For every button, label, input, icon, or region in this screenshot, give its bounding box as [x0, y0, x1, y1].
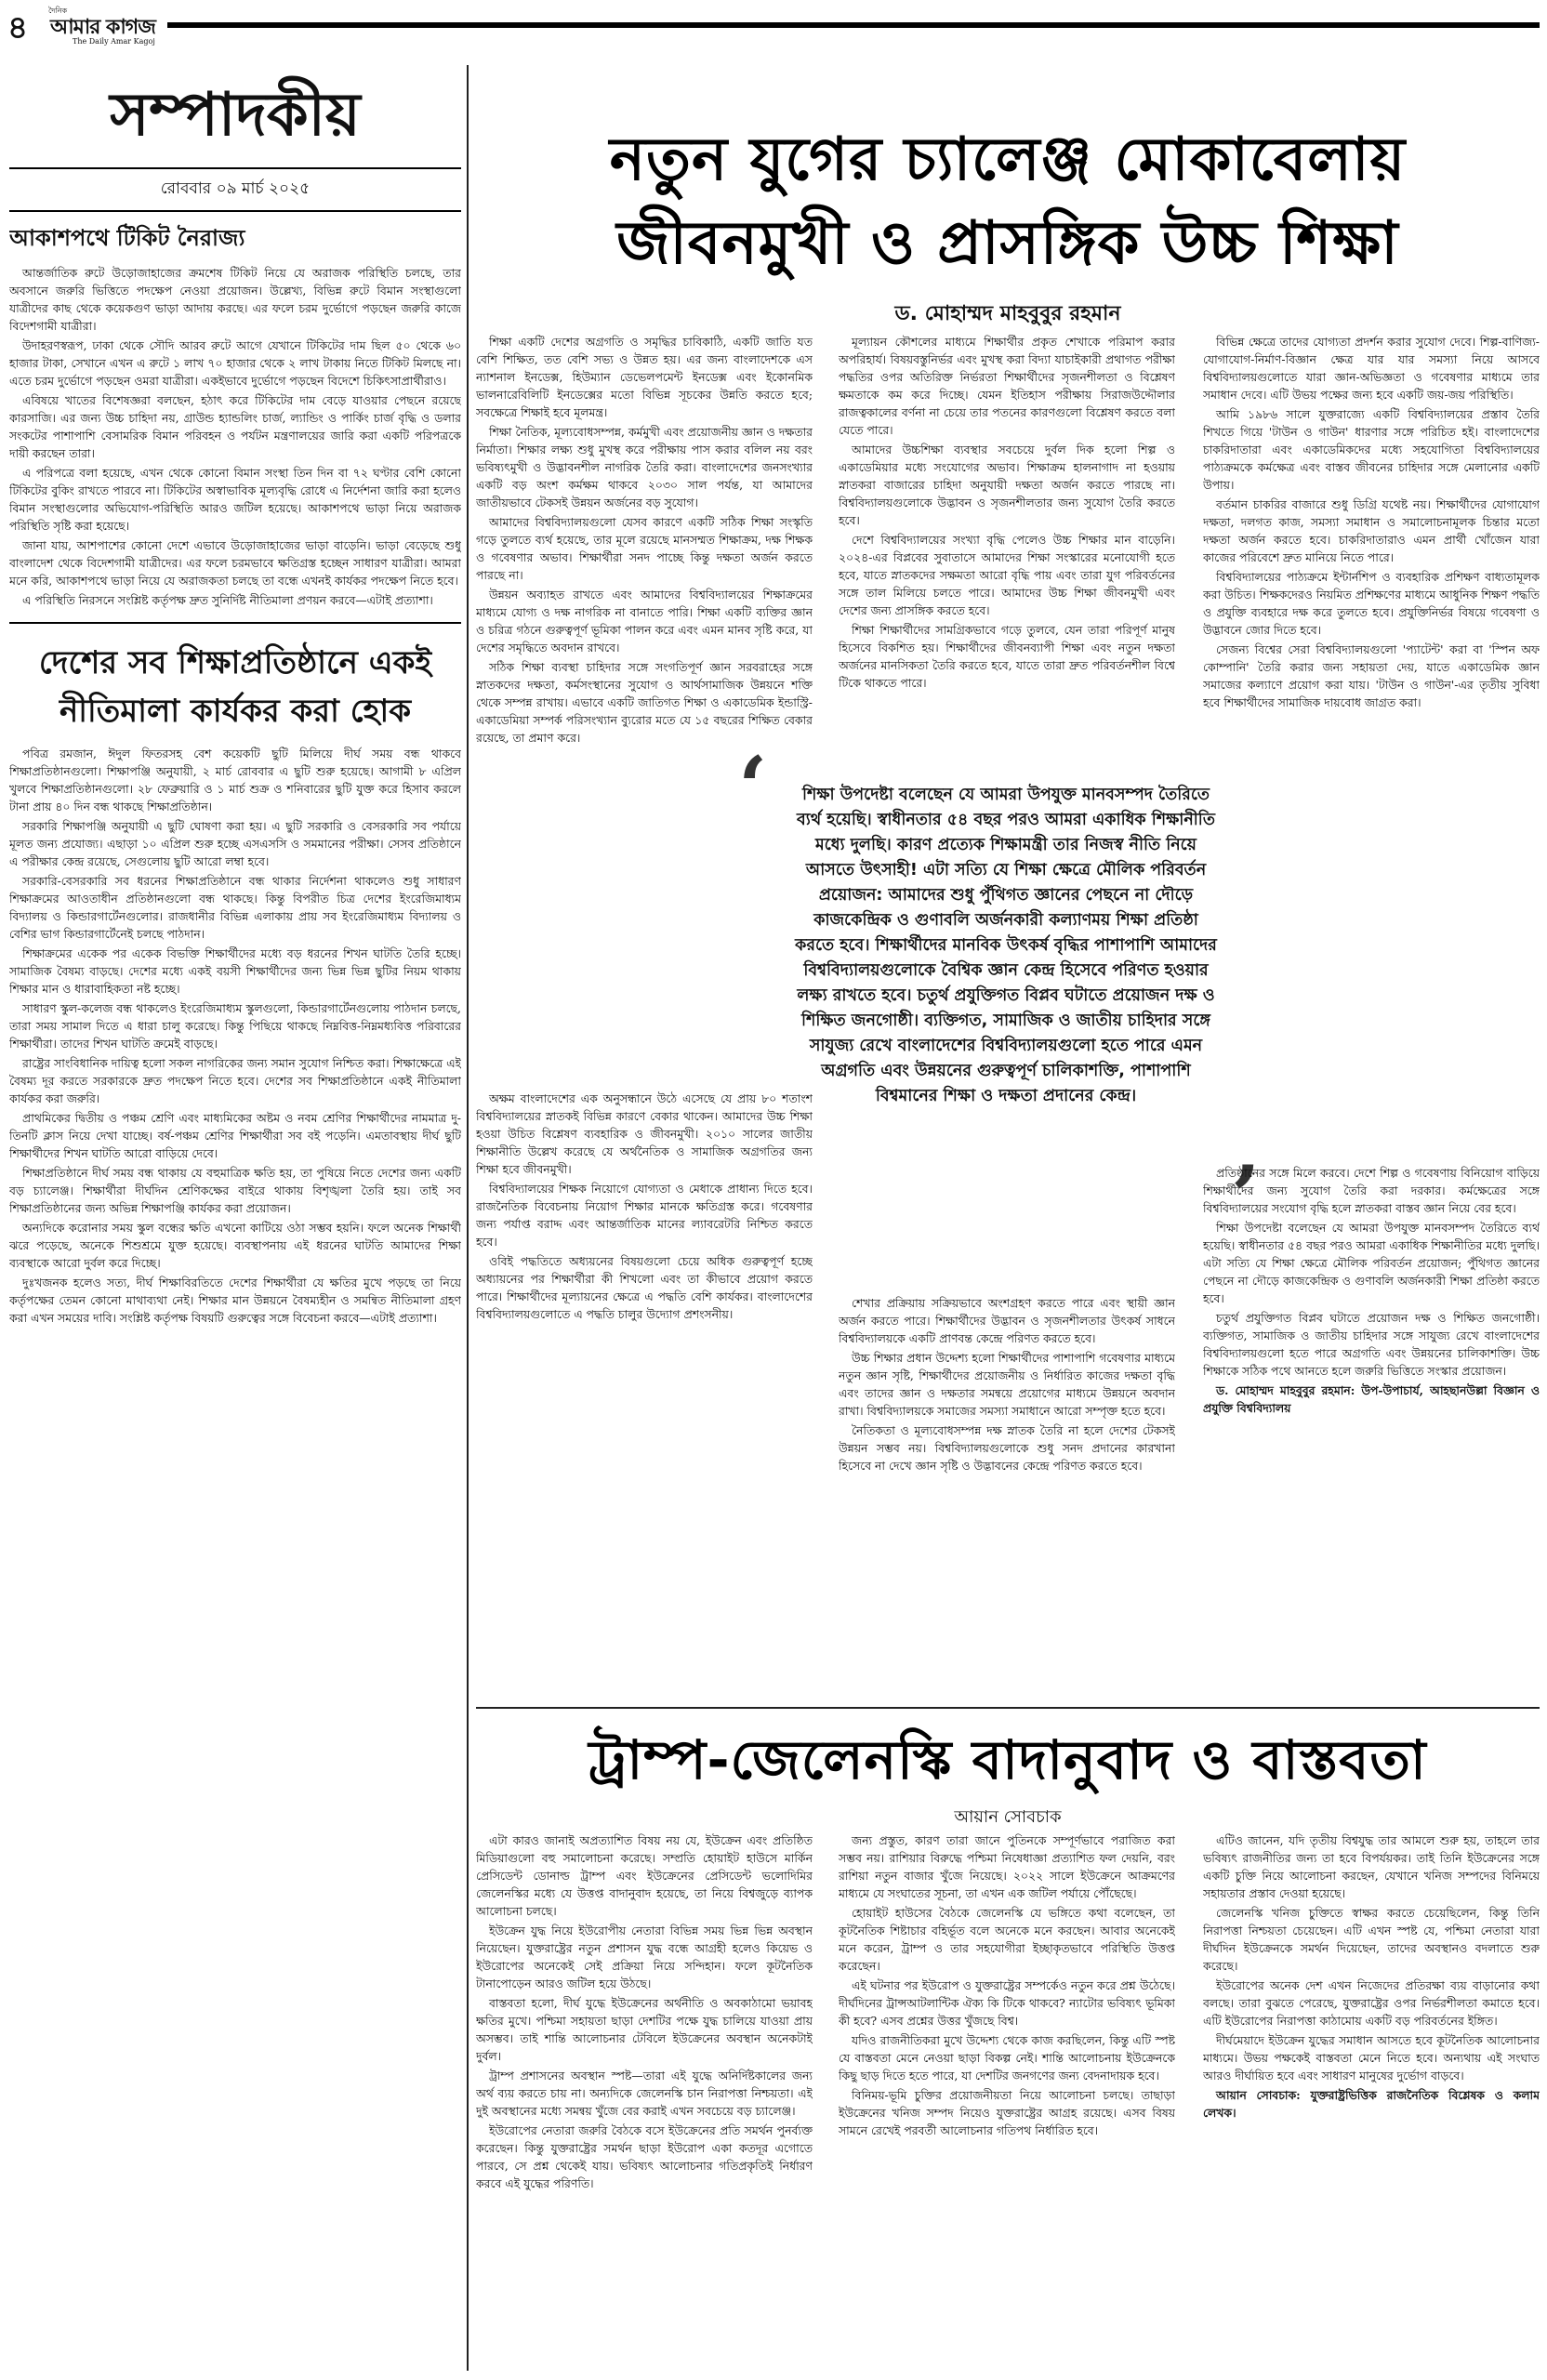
article-2-paragraph: বিনিময়-ভূমি চুক্তির প্রয়োজনীয়তা নিয়ে আলোচনা চলছে। তাছাড়া ইউক্রেনের খনিজ সম্পদ নিয়েও যুক্তরাষ্ট্রের আগ্রহ রয়েছে। এসব বিষয় সামনে রেখেই পরবর্তী আলোচনার গতিপথ নির্ধারিত হবে। — [839, 2088, 1175, 2137]
article-2-headline: ট্রাম্প-জেলেনস্কি বাদানুবাদ ও বাস্তবতা — [588, 1728, 1427, 1792]
article-2-paragraph: ইউরোপের নেতারা জরুরি বৈঠকে বসে ইউক্রেনের প্রতি সমর্থন পুনর্ব্যক্ত করেছেন। কিন্তু যুক্তরাষ্ট্রের সমর্থন ছাড়া ইউরোপ একা কতদূর এগোতে পারবে, সে প্রশ্ন থেকেই যায়। ভবিষ্যৎ আলোচনার গতিপ্রকৃতিই নির্ধারণ করবে এই যুদ্ধের পরিণতি। — [476, 2123, 813, 2190]
editorial-section-title: সম্পাদকীয় — [110, 80, 361, 150]
article-1-paragraph: বিশ্ববিদ্যালয়ের শিক্ষক নিয়োগে যোগ্যতা ও মেধাকে প্রাধান্য দিতে হবে। রাজনৈতিক বিবেচনায় নিয়োগ শিক্ষার মানকে ক্ষতিগ্রস্ত করে। গবেষণার জন্য পর্যাপ্ত বরাদ্দ এবং আন্তর্জাতিক মানের ল্যাবরেটরি নিশ্চিত করতে হবে। — [476, 1182, 813, 1249]
paper-prefix: দৈনিক — [48, 7, 68, 15]
article-1-paragraph: বিশ্ববিদ্যালয়ের পাঠ্যক্রমে ইন্টার্নশিপ ও ব্যবহারিক প্রশিক্ষণ বাধ্যতামূলক করা উচিত। শিক্ষকদেরও নিয়মিত প্রশিক্ষণের মাধ্যমে আধুনিক শিক্ষণ পদ্ধতি ও প্রযুক্তি ব্যবহারে দক্ষ করে তুলতে হবে। প্রযুক্তিনির্ভর বিষয়ে গবেষণা ও উদ্ভাবনে জোর দিতে হবে। — [1203, 570, 1540, 637]
editorial-2-paragraph: রাষ্ট্রের সাংবিধানিক দায়িত্ব হলো সকল নাগরিকের জন্য সমান সুযোগ নিশ্চিত করা। শিক্ষাক্ষেত্রে এই বৈষম্য দূর করতে সরকারকে দ্রুত পদক্ষেপ নিতে হবে। দেশের সব শিক্ষাপ্রতিষ্ঠানে একই নীতিমালা কার্যকর করা জরুরি। — [9, 1056, 461, 1105]
article-1-column-1-continued — [476, 1090, 813, 1694]
article-1-paragraph: শিক্ষা একটি দেশের অগ্রগতি ও সমৃদ্ধির চাবিকাঠি, একটি জাতি যত বেশি শিক্ষিত, তত বেশি সভ্য ও উন্নত হয়। এর জন্য বাংলাদেশকে এস ন্যাশনাল ইনডেক্স, হিউম্যান ডেভেলপমেন্ট ইনডেক্স এবং ইকোনমিক ভালনারেবিলিটি ইনডেক্সের মতো বিভিন্ন সূচকের উন্নতি করতে হবে; সবক্ষেত্রে শিক্ষাই হবে মূলমন্ত্র। — [476, 335, 813, 419]
article-1-paragraph: সঠিক শিক্ষা ব্যবস্থা চাহিদার সঙ্গে সংগতিপূর্ণ জ্ঞান সরবরাহের সঙ্গে স্নাতকদের দক্ষতা, কর্মসংস্থানের সুযোগ ও আর্থসামাজিক উন্নয়নে শক্তি থেকে সম্পন্ন রাখায়। এভাবে একটি জাতিগত শিক্ষা ও একাডেমিক ইন্ডাস্ট্রি-একাডেমিয়া সম্পর্ক পরিসংখ্যান ব্যুরোর মতে যে ১৫ বছরের শিক্ষিত বেকার রয়েছে, তা প্রমাণ করে। — [476, 660, 813, 745]
article-1-paragraph: ড. মোহাম্মদ মাহবুবুর রহমান: উপ-উপাচার্য, আহছানউল্লা বিজ্ঞান ও প্রযুক্তি বিশ্ববিদ্যালয় — [1203, 1383, 1540, 1415]
editorial-1-body — [9, 264, 461, 609]
article-1-paragraph: বিভিন্ন ক্ষেত্রে তাদের যোগ্যতা প্রদর্শন করার সুযোগ দেবে। শিল্প-বাণিজ্য-যোগাযোগ-নির্মাণ-বিজ্ঞান ক্ষেত্র যার যার সমস্যা নিয়ে আসবে বিশ্ববিদ্যালয়গুলোতে যারা জ্ঞান-অভিজ্ঞতা ও গবেষণার মাধ্যমে তার সমাধান দেবে। এটি উভয় পক্ষের জন্য হবে একটি জয়-জয় পরিস্থিতি। — [1203, 335, 1540, 402]
article-1-paragraph: সেজন্য বিশ্বের সেরা বিশ্ববিদ্যালয়গুলো 'প্যাটেন্ট' করা বা 'স্পিন অফ কোম্পানি' তৈরি করার জন্য সহায়তা দেয়, যাতে একাডেমিক জ্ঞান সমাজের কল্যাণে প্রয়োগ করা যায়। 'টাউন ও গাউন'-এর তৃতীয় সুবিধা হবে শিক্ষার্থীদের সামাজিক দায়বোধ জাগ্রত করা। — [1203, 642, 1540, 709]
article-2-paragraph: হোয়াইট হাউসের বৈঠকে জেলেনস্কি যে ভঙ্গিতে কথা বলেছেন, তা কূটনৈতিক শিষ্টাচার বহির্ভূত বলে অনেকে মনে করছেন। আবার অনেকেই মনে করেন, ট্রাম্প ও তার সহযোগীরা ইচ্ছাকৃতভাবে পরিস্থিতি উত্তপ্ত করেছেন। — [839, 1906, 1175, 1973]
editorial-1-paragraph: উদাহরণস্বরূপ, ঢাকা থেকে সৌদি আরব রুটে আগে যেখানে টিকিটের দাম ছিল ৫০ থেকে ৬০ হাজার টাকা, সেখানে এখন এ রুটে ১ লাখ ৭০ হাজার থেকে ২ লাখ টাকায় নিতে টিকিট মিলছে না। এতে চরম দুর্ভোগে পড়ছেন ওমরা যাত্রীরা। একইভাবে দুর্ভোগে পড়ছেন বিদেশে চিকিৎসাপ্রার্থীরাও। — [9, 338, 461, 388]
article-1-pull-quote: শিক্ষা উপদেষ্টা বলেছেন যে আমরা উপযুক্ত মানবসম্পদ তৈরিতে ব্যর্থ হয়েছি। স্বাধীনতার ৫৪ বছর পরও আমরা একাধিক শিক্ষানীতি মধ্যে দুলছি। কারণ প্রত্যেক শিক্ষামন্ত্রী তার নিজস্ব নীতি নিয়ে আসতে উৎসাহী! এটা সত্যি যে শিক্ষা ক্ষেত্রে মৌলিক পরিবর্তন প্রয়োজন: আমাদের শুধু পুঁথিগত জ্ঞানের পেছনে না দৌড়ে কাজকেন্দ্রিক ও গুণাবলি অর্জনকারী কল্যাণময় শিক্ষা প্রতিষ্ঠা করতে হবে। শিক্ষার্থীদের মানবিক উৎকর্ষ বৃদ্ধির পাশাপাশি আমাদের বিশ্ববিদ্যালয়গুলোকে বৈশ্বিক জ্ঞান কেন্দ্র হিসেবে পরিণত হওয়ার লক্ষ্য রাখতে হবে। চতুর্থ প্রযুক্তিগত বিপ্লব ঘটাতে প্রয়োজন দক্ষ ও শিক্ষিত জনগোষ্ঠী। ব্যক্তিগত, সামাজিক ও জাতীয় চাহিদার সঙ্গে সাযুজ্য রেখে বাংলাদেশের বিশ্ববিদ্যালয়গুলো হতে পারে এমন অগ্রগতি এবং উন্নয়নের গুরুত্বপূর্ণ চালিকাশক্তি, পাশাপাশি বিশ্বমানের শিক্ষা ও দক্ষতা প্রদানের কেন্দ্র। — [792, 783, 1220, 1109]
article-divider — [476, 1707, 1540, 1709]
masthead — [0, 0, 1547, 56]
article-1-paragraph: চতুর্থ প্রযুক্তিগত বিপ্লব ঘটাতে প্রয়োজন দক্ষ ও শিক্ষিত জনগোষ্ঠী। ব্যক্তিগত, সামাজিক ও জাতীয় চাহিদার সঙ্গে সাযুজ্য রেখে বাংলাদেশের বিশ্ববিদ্যালয়গুলো হতে পারে অগ্রগতি এবং উন্নয়নের চালিকাশক্তি। উচ্চ শিক্ষাকে সঠিক পথে আনতে হলে জরুরি ভিত্তিতে সংস্কার প্রয়োজন। — [1203, 1311, 1540, 1378]
article-1-paragraph: শিক্ষা উপদেষ্টা বলেছেন যে আমরা উপযুক্ত মানবসম্পদ তৈরিতে ব্যর্থ হয়েছি। স্বাধীনতার ৫৪ বছর পরও আমরা একাধিক শিক্ষানীতির মধ্যে দুলছি। এটা সত্যি যে শিক্ষা ক্ষেত্রে মৌলিক পরিবর্তন প্রয়োজন; পুঁথিগত জ্ঞানের পেছনে না দৌড়ে কাজকেন্দ্রিক ও গুণাবলি অর্জনকারী শিক্ষা প্রতিষ্ঠা করতে হবে। — [1203, 1221, 1540, 1305]
article-1-paragraph: আমি ১৯৮৬ সালে যুক্তরাজ্যে একটি বিশ্ববিদ্যালয়ের প্রস্তাব তৈরি শিখতে গিয়ে 'টাউন ও গাউন' ধারণার সঙ্গে পরিচিত হই। বাংলাদেশের চাকরিদাতারা এবং একাডেমিকদের মধ্যে সহযোগিতা বিশ্ববিদ্যালয়ের পাঠ্যক্রমকে কর্মক্ষেত্র এবং বাস্তব জীবনের চাহিদার সঙ্গে মেলানোর একটি উপায়। — [1203, 407, 1540, 492]
article-1-byline: ড. মোহাম্মদ মাহবুবুর রহমান — [894, 302, 1121, 325]
paper-name: আমার কাগজ — [50, 16, 155, 39]
article-1-paragraph: শিক্ষা শিক্ষার্থীদের সামগ্রিকভাবে গড়ে তুলবে, যেন তারা পরিপূর্ণ মানুষ হিসেবে বিকশিত হয়। শিক্ষার্থীদের জীবনব্যাপী শিক্ষা এবং নতুন দক্ষতা অর্জনের মানসিকতা তৈরি করতে হবে, যাতে তারা দ্রুত পরিবর্তনশীল বিশ্বে টিকে থাকতে পারে। — [839, 623, 1175, 690]
article-1-paragraph: নৈতিকতা ও মূল্যবোধসম্পন্ন দক্ষ স্নাতক তৈরি না হলে দেশের টেকসই উন্নয়ন সম্ভব নয়। বিশ্ববিদ্যালয়গুলোকে শুধু সনদ প্রদানের কারখানা হিসেবে না দেখে জ্ঞান সৃষ্টি ও উদ্ভাবনের কেন্দ্রে পরিণত করতে হবে। — [839, 1423, 1175, 1473]
editorial-2-paragraph: দুঃখজনক হলেও সত্য, দীর্ঘ শিক্ষাবিরতিতে দেশের শিক্ষার্থীরা যে ক্ষতির মুখে পড়ছে তা নিয়ে কর্তৃপক্ষের তেমন কোনো মাথাব্যথা নেই। শিক্ষার মান উন্নয়নে বৈষম্যহীন ও সমন্বিত নীতিমালা গ্রহণ করা এখন সময়ের দাবি। সংশ্লিষ্ট কর্তৃপক্ষ বিষয়টি গুরুত্বের সঙ্গে বিবেচনা করবে—এটাই প্রত্যাশা। — [9, 1276, 461, 1325]
article-2-paragraph: বাস্তবতা হলো, দীর্ঘ যুদ্ধে ইউক্রেনের অর্থনীতি ও অবকাঠামো ভয়াবহ ক্ষতির মুখে। পশ্চিমা সহায়তা ছাড়া দেশটির পক্ষে যুদ্ধ চালিয়ে যাওয়া প্রায় অসম্ভব। তাই শান্তি আলোচনার টেবিলে ইউক্রেনের অবস্থান অনেকটাই দুর্বল। — [476, 1996, 813, 2063]
article-2-paragraph: জেলেনস্কি খনিজ চুক্তিতে স্বাক্ষর করতে চেয়েছিলেন, কিন্তু তিনি নিরাপত্তা নিশ্চয়তা চেয়েছেন। এটি এখন স্পষ্ট যে, পশ্চিমা নেতারা যারা দীর্ঘদিন ইউক্রেনকে সমর্থন দিয়েছেন, তাদের অবস্থানও বদলাতে শুরু করেছে। — [1203, 1906, 1540, 1973]
article-1-paragraph: মূল্যায়ন কৌশলের মাধ্যমে শিক্ষার্থীর প্রকৃত শেখাকে পরিমাপ করার অপরিহার্য। বিষয়বস্তুনির্ভর এবং মুখস্থ করা বিদ্যা যাচাইকারী প্রথাগত পরীক্ষা পদ্ধতির ওপর অতিরিক্ত নির্ভরতা শিক্ষার্থীদের সৃজনশীলতা ও বিশ্লেষণ ক্ষমতাকে কম করে দিচ্ছে। যেমন ইতিহাস পরীক্ষায় সিরাজউদ্দৌলার রাজত্বকালের বর্ণনা না চেয়ে তার পতনের কারণগুলো বিশ্লেষণ করতে বলা যেতে পারে। — [839, 335, 1175, 437]
column-divider — [467, 65, 469, 2371]
editorial-2-paragraph: সাধারণ স্কুল-কলেজ বন্ধ থাকলেও ইংরেজিমাধ্যম স্কুলগুলো, কিন্ডারগার্টেনগুলোয় পাঠদান চলছে, তারা সময় সামাল দিতে এ ধারা চালু করেছে। কিন্তু পিছিয়ে থাকছে নিম্নবিত্ত-নিম্নমধ্যবিত্ত পরিবারের শিক্ষার্থীরা। তাদের শিখন ঘাটতি ক্রমেই বাড়ছে। — [9, 1001, 461, 1051]
article-2-paragraph: এটা কারও জানাই অপ্রত্যাশিত বিষয় নয় যে, ইউক্রেন এবং প্রতিষ্ঠিত মিডিয়াগুলো বহু সমালোচনা করেছে। সম্প্রতি হোয়াইট হাউসে মার্কিন প্রেসিডেন্ট ডোনাল্ড ট্রাম্প এবং ইউক্রেনের প্রেসিডেন্ট ভলোদিমির জেলেনস্কির মধ্যে যে উত্তপ্ত বাদানুবাদ হয়েছে, তা নিয়ে বিশ্বজুড়ে ব্যাপক আলোচনা চলছে। — [476, 1833, 813, 1918]
article-1-paragraph: ওবিই পদ্ধতিতে অধ্যয়নের বিষয়গুলো চেয়ে অধিক গুরুত্বপূর্ণ হচ্ছে অধ্যায়নের পর শিক্ষার্থীরা কী শিখলো এবং তা কীভাবে প্রয়োগ করতে পারে। শিক্ষার্থীদের মূল্যায়নের ক্ষেত্রে এ পদ্ধতি বেশি কার্যকর। বাংলাদেশের বিশ্ববিদ্যালয়গুলোতে এ পদ্ধতি চালুর উদ্যোগ প্রশংসনীয়। — [476, 1254, 813, 1321]
article-2-paragraph: এই ঘটনার পর ইউরোপ ও যুক্তরাষ্ট্রের সম্পর্কেও নতুন করে প্রশ্ন উঠেছে। দীর্ঘদিনের ট্রান্সআটলান্টিক ঐক্য কি টিকে থাকবে? ন্যাটোর ভবিষ্যৎ ভূমিকা কী হবে? এসব প্রশ্নের উত্তর খুঁজছে বিশ্ব। — [839, 1978, 1175, 2028]
article-1-headline-line-2: জীবনমুখী ও প্রাসঙ্গিক উচ্চ শিক্ষা — [616, 209, 1399, 278]
editorial-2-headline: দেশের সব শিক্ষাপ্রতিষ্ঠানে একই নীতিমালা কার্যকর করা হোক — [9, 622, 461, 735]
article-2-column-1 — [476, 1831, 813, 2369]
article-2-paragraph: ইউরোপের অনেক দেশ এখন নিজেদের প্রতিরক্ষা ব্যয় বাড়ানোর কথা বলছে। তারা বুঝতে পেরেছে, যুক্তরাষ্ট্রের ওপর নির্ভরশীলতা কমাতে হবে। এটি ইউরোপের নিরাপত্তা কাঠামোয় একটি বড় পরিবর্তনের ইঙ্গিত। — [1203, 1978, 1540, 2028]
quote-close-mark: ’ — [1231, 1147, 1261, 1246]
editorial-2-paragraph: প্রাথমিকের দ্বিতীয় ও পঞ্চম শ্রেণি এবং মাধ্যমিকের অষ্টম ও নবম শ্রেণির শিক্ষার্থীদের নামমাত্র দু-তিনটি ক্লাস নিয়ে দেখা যাচ্ছে। বর্ষ-পঞ্চম শ্রেণির শিক্ষার্থীরা সব বই পড়েনি। এমতাবস্থায় দীর্ঘ ছুটি শিক্ষার্থীদের শিখন ঘাটতি আরো বাড়িয়ে দেবে। — [9, 1111, 461, 1160]
article-1-paragraph: আমাদের বিশ্ববিদ্যালয়গুলো যেসব কারণে একটি সঠিক শিক্ষা সংস্কৃতি গড়ে তুলতে ব্যর্থ হয়েছে, তার মূলে রয়েছে মানসম্মত শিক্ষাক্রম, দক্ষ শিক্ষক ও গবেষণার অভাব। শিক্ষার্থীরা সনদ পাচ্ছে কিন্তু দক্ষতা অর্জন করতে পারছে না। — [476, 515, 813, 582]
article-2-byline: আয়ান সোবচাক — [954, 1807, 1062, 1827]
article-1-column-2 — [839, 333, 1175, 798]
editorial-1-paragraph: এবিষয়ে খাতের বিশেষজ্ঞরা বলছেন, হঠাৎ করে টিকিটের দাম বেড়ে যাওয়ার পেছনে রয়েছে কারসাজি। এর জন্য উচ্চ চাহিদা নয়, গ্রাউন্ড হ্যান্ডলিং চার্জ, ল্যান্ডিং ও পার্কিং চার্জ বৃদ্ধি ও ডলার সংকটের পাশাপাশি বেসামরিক বিমান পরিবহন ও পর্যটন মন্ত্রণালয়ের জারি করা একটি পরিপত্রকে দায়ী করছেন তারা। — [9, 393, 461, 460]
editorial-1-paragraph: আন্তর্জাতিক রুটে উড়োজাহাজের ক্রমশেষ টিকিট নিয়ে যে অরাজক পরিস্থিতি চলছে, তার অবসানে জরুরি ভিত্তিতে পদক্ষেপ নেওয়া প্রয়োজন। উল্লেখ্য, বিভিন্ন রুটে বিমান সংস্থাগুলো যাত্রীদের কাছ থেকে কয়েকগুণ ভাড়া আদায় করছে। এর ফলে চরম দুর্ভোগে পড়ছেন জরুরি কাজে বিদেশগামী যাত্রীরা। — [9, 266, 461, 333]
page-number: ৪ — [7, 9, 29, 46]
article-1-paragraph: উচ্চ শিক্ষার প্রধান উদ্দেশ্য হলো শিক্ষার্থীদের পাশাপাশি গবেষণার মাধ্যমে নতুন জ্ঞান সৃষ্টি, শিক্ষার্থীদের প্রয়োজনীয় ও নির্ধারিত কাজের দক্ষতা বৃদ্ধি এবং তাদের জ্ঞান ও দক্ষতার সমন্বয়ে প্রয়োগের মাধ্যমে উন্নয়নে অবদান রাখা। বিশ্ববিদ্যালয়কে সমাজের সমস্যা সমাধানে আরো সম্পৃক্ত হতে হবে। — [839, 1351, 1175, 1418]
article-1-paragraph: বর্তমান চাকরির বাজারে শুধু ডিগ্রি যথেষ্ট নয়। শিক্ষার্থীদের যোগাযোগ দক্ষতা, দলগত কাজ, সমস্যা সমাধান ও সমালোচনামূলক চিন্তার মতো দক্ষতা অর্জন করতে হবে। চাকরিদাতারাও এমন প্রার্থী খোঁজেন যারা কাজের পরিবেশে দ্রুত মানিয়ে নিতে পারে। — [1203, 497, 1540, 564]
article-1-column-3 — [1203, 333, 1540, 1067]
article-1-column-3-continued — [1203, 1164, 1540, 1694]
article-2-paragraph: যদিও রাজনীতিকরা মুখে উদ্দেশ্য থেকে কাজ করছিলেন, কিন্তু এটি স্পষ্ট যে বাস্তবতা মেনে নেওয়া ছাড়া বিকল্প নেই। শান্তি আলোচনায় ইউক্রেনকে কিছু ছাড় দিতে হতে পারে, যা দেশটির জনগণের জন্য বেদনাদায়ক হবে। — [839, 2033, 1175, 2082]
article-1-column-1 — [476, 333, 813, 1067]
article-1-paragraph: শিক্ষা নৈতিক, মূল্যবোধসম্পন্ন, কর্মমুখী এবং প্রয়োজনীয় জ্ঞান ও দক্ষতার নির্মাতা। শিক্ষার লক্ষ্য শুধু মুখস্থ করে পরীক্ষায় পাস করার বলিল নয় বরং ভবিষ্যৎমুখী ও উদ্ভাবনশীল নাগরিক তৈরি করা। বাংলাদেশের জনসংখ্যার একটি বড় অংশ কর্মক্ষম থাকবে ২০৩০ সাল পর্যন্ত, যা আমাদের জাতীয়ভাবে টেকসই উন্নয়ন অর্জনের বড় সুযোগ। — [476, 425, 813, 509]
editorial-2-paragraph: শিক্ষাক্রমের একেক পর একেক বিভক্তি শিক্ষার্থীদের মধ্যে বড় ধরনের শিখন ঘাটতি তৈরি হচ্ছে। সামাজিক বৈষম্য বাড়ছে। দেশের মধ্যে একই বয়সী শিক্ষার্থীদের জন্য ভিন্ন ভিন্ন ছুটির নিয়ম থাকায় শিক্ষার মান ও ধারাবাহিকতা নষ্ট হচ্ছে। — [9, 946, 461, 996]
article-2-column-2 — [839, 1831, 1175, 2369]
article-1-paragraph: আমাদের উচ্চশিক্ষা ব্যবস্থার সবচেয়ে দুর্বল দিক হলো শিল্প ও একাডেমিয়ার মধ্যে সংযোগের অভাব। শিক্ষাক্রম হালনাগাদ না হওয়ায় স্নাতকরা বাজারের চাহিদা অনুযায়ী দক্ষতা অর্জন করতে পারছে না। বিশ্ববিদ্যালয়গুলোকে উদ্ভাবন ও সৃজনশীলতার জন্য সুযোগ তৈরি করতে হবে। — [839, 443, 1175, 527]
article-1 — [476, 58, 1540, 1701]
article-2-column-3 — [1203, 1831, 1540, 2369]
article-2-paragraph: ট্রাম্প প্রশাসনের অবস্থান স্পষ্ট—তারা এই যুদ্ধে অনির্দিষ্টকালের জন্য অর্থ ব্যয় করতে চায় না। অন্যদিকে জেলেনস্কি চান নিরাপত্তা নিশ্চয়তা। এই দুই অবস্থানের মধ্যে সমন্বয় খুঁজে বের করাই এখন সবচেয়ে বড় চ্যালেঞ্জ। — [476, 2069, 813, 2118]
editorial-1-paragraph: এ পরিপত্রে বলা হয়েছে, এখন থেকে কোনো বিমান সংস্থা তিন দিন বা ৭২ ঘণ্টার বেশি কোনো টিকিটের বুকিং রাখতে পারবে না। টিকিটের অস্বাভাবিক মূল্যবৃদ্ধি রোধে এ নির্দেশনা জারি করা হলেও বিমান সংস্থাগুলোর অভিযোগ-পরিস্থিতি আরও জটিল হয়েছে। আকাশপথে ভাড়া নিয়ে অরাজক পরিস্থিতি সৃষ্টি করা হয়েছে। — [9, 466, 461, 533]
editorial-1-headline: আকাশপথে টিকিট নৈরাজ্য — [9, 225, 245, 251]
article-2-paragraph: ইউক্রেন যুদ্ধ নিয়ে ইউরোপীয় নেতারা বিভিন্ন সময় ভিন্ন ভিন্ন অবস্থান নিয়েছেন। যুক্তরাষ্ট্রের নতুন প্রশাসন যুদ্ধ বন্ধে আগ্রহী হলেও কিয়েভ ও ইউরোপের অনেকেই সেই প্রক্রিয়া নিয়ে সন্দিহান। ফলে কূটনৈতিক টানাপোড়েন আরও জটিল হয়ে উঠছে। — [476, 1924, 813, 1990]
editorial-1-paragraph: এ পরিস্থিতি নিরসনে সংশ্লিষ্ট কর্তৃপক্ষ দ্রুত সুনির্দিষ্ট নীতিমালা প্রণয়ন করবে—এটাই প্রত্যাশা। — [22, 593, 433, 607]
editorial-2-paragraph: সরকারি-বেসরকারি সব ধরনের শিক্ষাপ্রতিষ্ঠানে বন্ধ থাকার নির্দেশনা থাকলেও শুধু সাধারণ শিক্ষাক্রমের আওতাধীন প্রতিষ্ঠানগুলো বন্ধ থাকছে। কিন্তু বিপরীত চিত্র দেশের ইংরেজিমাধ্যম বিদ্যালয় ও কিন্ডারগার্টেনগুলোর। রাজধানীর বিভিন্ন এলাকায় প্রায় সব ইংরেজিমাধ্যম বিদ্যালয় ও বেশির ভাগ কিন্ডারগার্টেনেই চলছে পাঠদান। — [9, 874, 461, 941]
editorial-2-paragraph: অন্যদিকে করোনার সময় স্কুল বন্ধের ক্ষতি এখনো কাটিয়ে ওঠা সম্ভব হয়নি। ফলে অনেক শিক্ষার্থী ঝরে পড়েছে, অনেকে শিশুশ্রমে যুক্ত হয়েছে। ব্যবস্থাপনায় এই ধরনের ঘাটতি আমাদের শিক্ষা ব্যবস্থাকে আরো দুর্বল করে দিচ্ছে। — [9, 1221, 461, 1270]
article-1-paragraph: দেশে বিশ্ববিদ্যালয়ের সংখ্যা বৃদ্ধি পেলেও উচ্চ শিক্ষার মান বাড়েনি। ২০২৪-এর বিপ্লবের সুবাতাসে আমাদের শিক্ষা সংস্কারের মনোযোগী হতে হবে, যাতে স্নাতকদের সক্ষমতা আরো বৃদ্ধি পায় এবং তারা যুগ পরিবর্তনের সঙ্গে তাল মিলিয়ে চলতে পারে। আমাদের উচ্চ শিক্ষা জীবনমুখী এবং দেশের জন্য প্রাসঙ্গিক করতে হবে। — [839, 533, 1175, 617]
article-2-paragraph: এটিও জানেন, যদি তৃতীয় বিশ্বযুদ্ধ তার আমলে শুরু হয়, তাহলে তার ভবিষ্যৎ রাজনীতির জন্য তা হবে বিপর্যয়কর। তাই তিনি ইউক্রেনের সঙ্গে একটি চুক্তি নিয়ে আলোচনা করছেন, যেখানে খনিজ সম্পদের বিনিময়ে সহায়তার প্রস্তাব দেওয়া হয়েছে। — [1203, 1833, 1540, 1900]
editorial-column — [9, 58, 461, 2373]
editorial-2-paragraph: সরকারি শিক্ষাপঞ্জি অনুযায়ী এ ছুটি ঘোষণা করা হয়। এ ছুটি সরকারি ও বেসরকারি সব পর্যায়ে মূলত জন্য প্রযোজ্য। এছাড়া ১০ এপ্রিল শুরু হচ্ছে এসএসসি ও সমমানের পরীক্ষা। সেসব প্রতিষ্ঠানে এ পরীক্ষার কেন্দ্র রয়েছে, সেগুলোয় ছুটি আরো লম্বা হবে। — [9, 819, 461, 868]
article-1-paragraph: উন্নয়ন অব্যাহত রাখতে এবং আমাদের বিশ্ববিদ্যালয়ের শিক্ষাক্রমের মাধ্যমে যোগ্য ও দক্ষ নাগরিক না বানাতে পারি। শিক্ষা একটি ব্যক্তির জ্ঞান ও চরিত্র গঠনে গুরুত্বপূর্ণ ভূমিকা পালন করে এবং এমন মানব সৃষ্টি করে, যা দেশের সমৃদ্ধিতে অবদান রাখবে। — [476, 588, 813, 654]
article-2-paragraph: জন্য প্রস্তুত, কারণ তারা জানে পুতিনকে সম্পূর্ণভাবে পরাজিত করা সম্ভব নয়। রাশিয়ার বিরুদ্ধে পশ্চিমা নিষেধাজ্ঞা প্রত্যাশিত ফল দেয়নি, বরং রাশিয়া নতুন বাজার খুঁজে নিয়েছে। ২০২২ সালে ইউক্রেনে আক্রমণের মাধ্যমে যে সংঘাতের সূচনা, তা এখন এক জটিল পর্যায়ে পৌঁছেছে। — [839, 1833, 1175, 1900]
article-1-paragraph: অক্ষম বাংলাদেশের এক অনুসন্ধানে উঠে এসেছে যে প্রায় ৮০ শতাংশ বিশ্ববিদ্যালয়ের স্নাতকই বিভিন্ন কারণে বেকার থাকেন। আমাদের উচ্চ শিক্ষা হওয়া উচিত বিশ্লেষণ ব্যবহারিক ও জীবনমুখী। ২০১০ সালের জাতীয় শিক্ষানীতি উল্লেখ করেছে যে অর্থনৈতিক ও সামাজিক অগ্রগতির জন্য শিক্ষা হবে জীবনমুখী। — [476, 1091, 813, 1176]
article-2-paragraph: আয়ান সোবচাক: যুক্তরাষ্ট্রভিত্তিক রাজনৈতিক বিশ্লেষক ও কলাম লেখক। — [1203, 2088, 1540, 2120]
editorial-2-paragraph: পবিত্র রমজান, ঈদুল ফিতরসহ বেশ কয়েকটি ছুটি মিলিয়ে দীর্ঘ সময় বন্ধ থাকবে শিক্ষাপ্রতিষ্ঠানগুলো। শিক্ষাপঞ্জি অনুযায়ী, ২ মার্চ রোববার এ ছুটি শুরু হয়েছে। আগামী ৮ এপ্রিল খুলবে শিক্ষাপ্রতিষ্ঠানগুলো। ২৮ ফেব্রুয়ারি ও ১ মার্চ শুক্র ও শনিবারের ছুটি যুক্ত করে হিসাব করলে টানা প্রায় ৪০ দিন বন্ধ থাকছে শিক্ষাপ্রতিষ্ঠান। — [9, 747, 461, 813]
editorial-2-paragraph: শিক্ষাপ্রতিষ্ঠানে দীর্ঘ সময় বন্ধ থাকায় যে বহুমাত্রিক ক্ষতি হয়, তা পুষিয়ে নিতে দেশের জন্য একটি বড় চ্যালেঞ্জ। শিক্ষার্থীরা দীর্ঘদিন শ্রেণিকক্ষের বাইরে থাকায় বিশৃঙ্খলা তৈরি হয়। তাই সব শিক্ষাপ্রতিষ্ঠানের জন্য অভিন্ন শিক্ষাপঞ্জি কার্যকর করা প্রয়োজন। — [9, 1166, 461, 1215]
article-1-column-2-continued — [839, 1294, 1175, 1694]
masthead-rule — [167, 22, 1540, 28]
article-2 — [476, 1712, 1540, 2373]
article-1-paragraph: প্রতিষ্ঠানের সঙ্গে মিলে করবে। দেশে শিল্প ও গবেষণায় বিনিয়োগ বাড়িয়ে শিক্ষার্থীদের জন্য সুযোগ তৈরি করা দরকার। কর্মক্ষেত্রের সঙ্গে বিশ্ববিদ্যালয়ের সংযোগ বৃদ্ধি হলে স্নাতকরা বাস্তব জ্ঞান নিয়ে বের হবে। — [1203, 1166, 1540, 1215]
article-1-paragraph: শেখার প্রক্রিয়ায় সক্রিয়ভাবে অংশগ্রহণ করতে পারে এবং স্থায়ী জ্ঞান অর্জন করতে পারে। শিক্ষার্থীদের উদ্ভাবন ও সৃজনশীলতার উৎকর্ষ সাধনে বিশ্ববিদ্যালয়কে একটি প্রাণবন্ত কেন্দ্রে পরিণত করতে হবে। — [839, 1296, 1175, 1345]
article-2-paragraph: দীর্ঘমেয়াদে ইউক্রেন যুদ্ধের সমাধান আসতে হবে কূটনৈতিক আলোচনার মাধ্যমে। উভয় পক্ষকেই বাস্তবতা মেনে নিতে হবে। অন্যথায় এই সংঘাত আরও দীর্ঘায়িত হবে এবং সাধারণ মানুষের দুর্ভোগ বাড়বে। — [1203, 2033, 1540, 2082]
editorial-2-body — [9, 745, 461, 1327]
editorial-1-paragraph: জানা যায়, আশপাশের কোনো দেশে এভাবে উড়োজাহাজের ভাড়া বাড়েনি। ভাড়া বেড়েছে শুধু বাংলাদেশ থেকে বিদেশগামী যাত্রীদের। এর ফলে চরমভাবে ক্ষতিগ্রস্ত হচ্ছেন সাধারণ যাত্রীরা। আমরা মনে করি, আকাশপথে ভাড়া নিয়ে যে অরাজকতা চলছে তা বন্ধে এখনই কার্যকর পদক্ষেপ নিতে হবে। — [9, 538, 461, 588]
article-1-headline-line-1: নতুন যুগের চ্যালেঞ্জ মোকাবেলায় — [609, 126, 1407, 194]
editorial-date: রোববার ০৯ মার্চ ২০২৫ — [9, 167, 461, 212]
quote-open-mark: ‘ — [738, 738, 768, 837]
paper-logo — [45, 6, 158, 46]
paper-english-name: The Daily Amar Kagoj — [73, 37, 155, 46]
